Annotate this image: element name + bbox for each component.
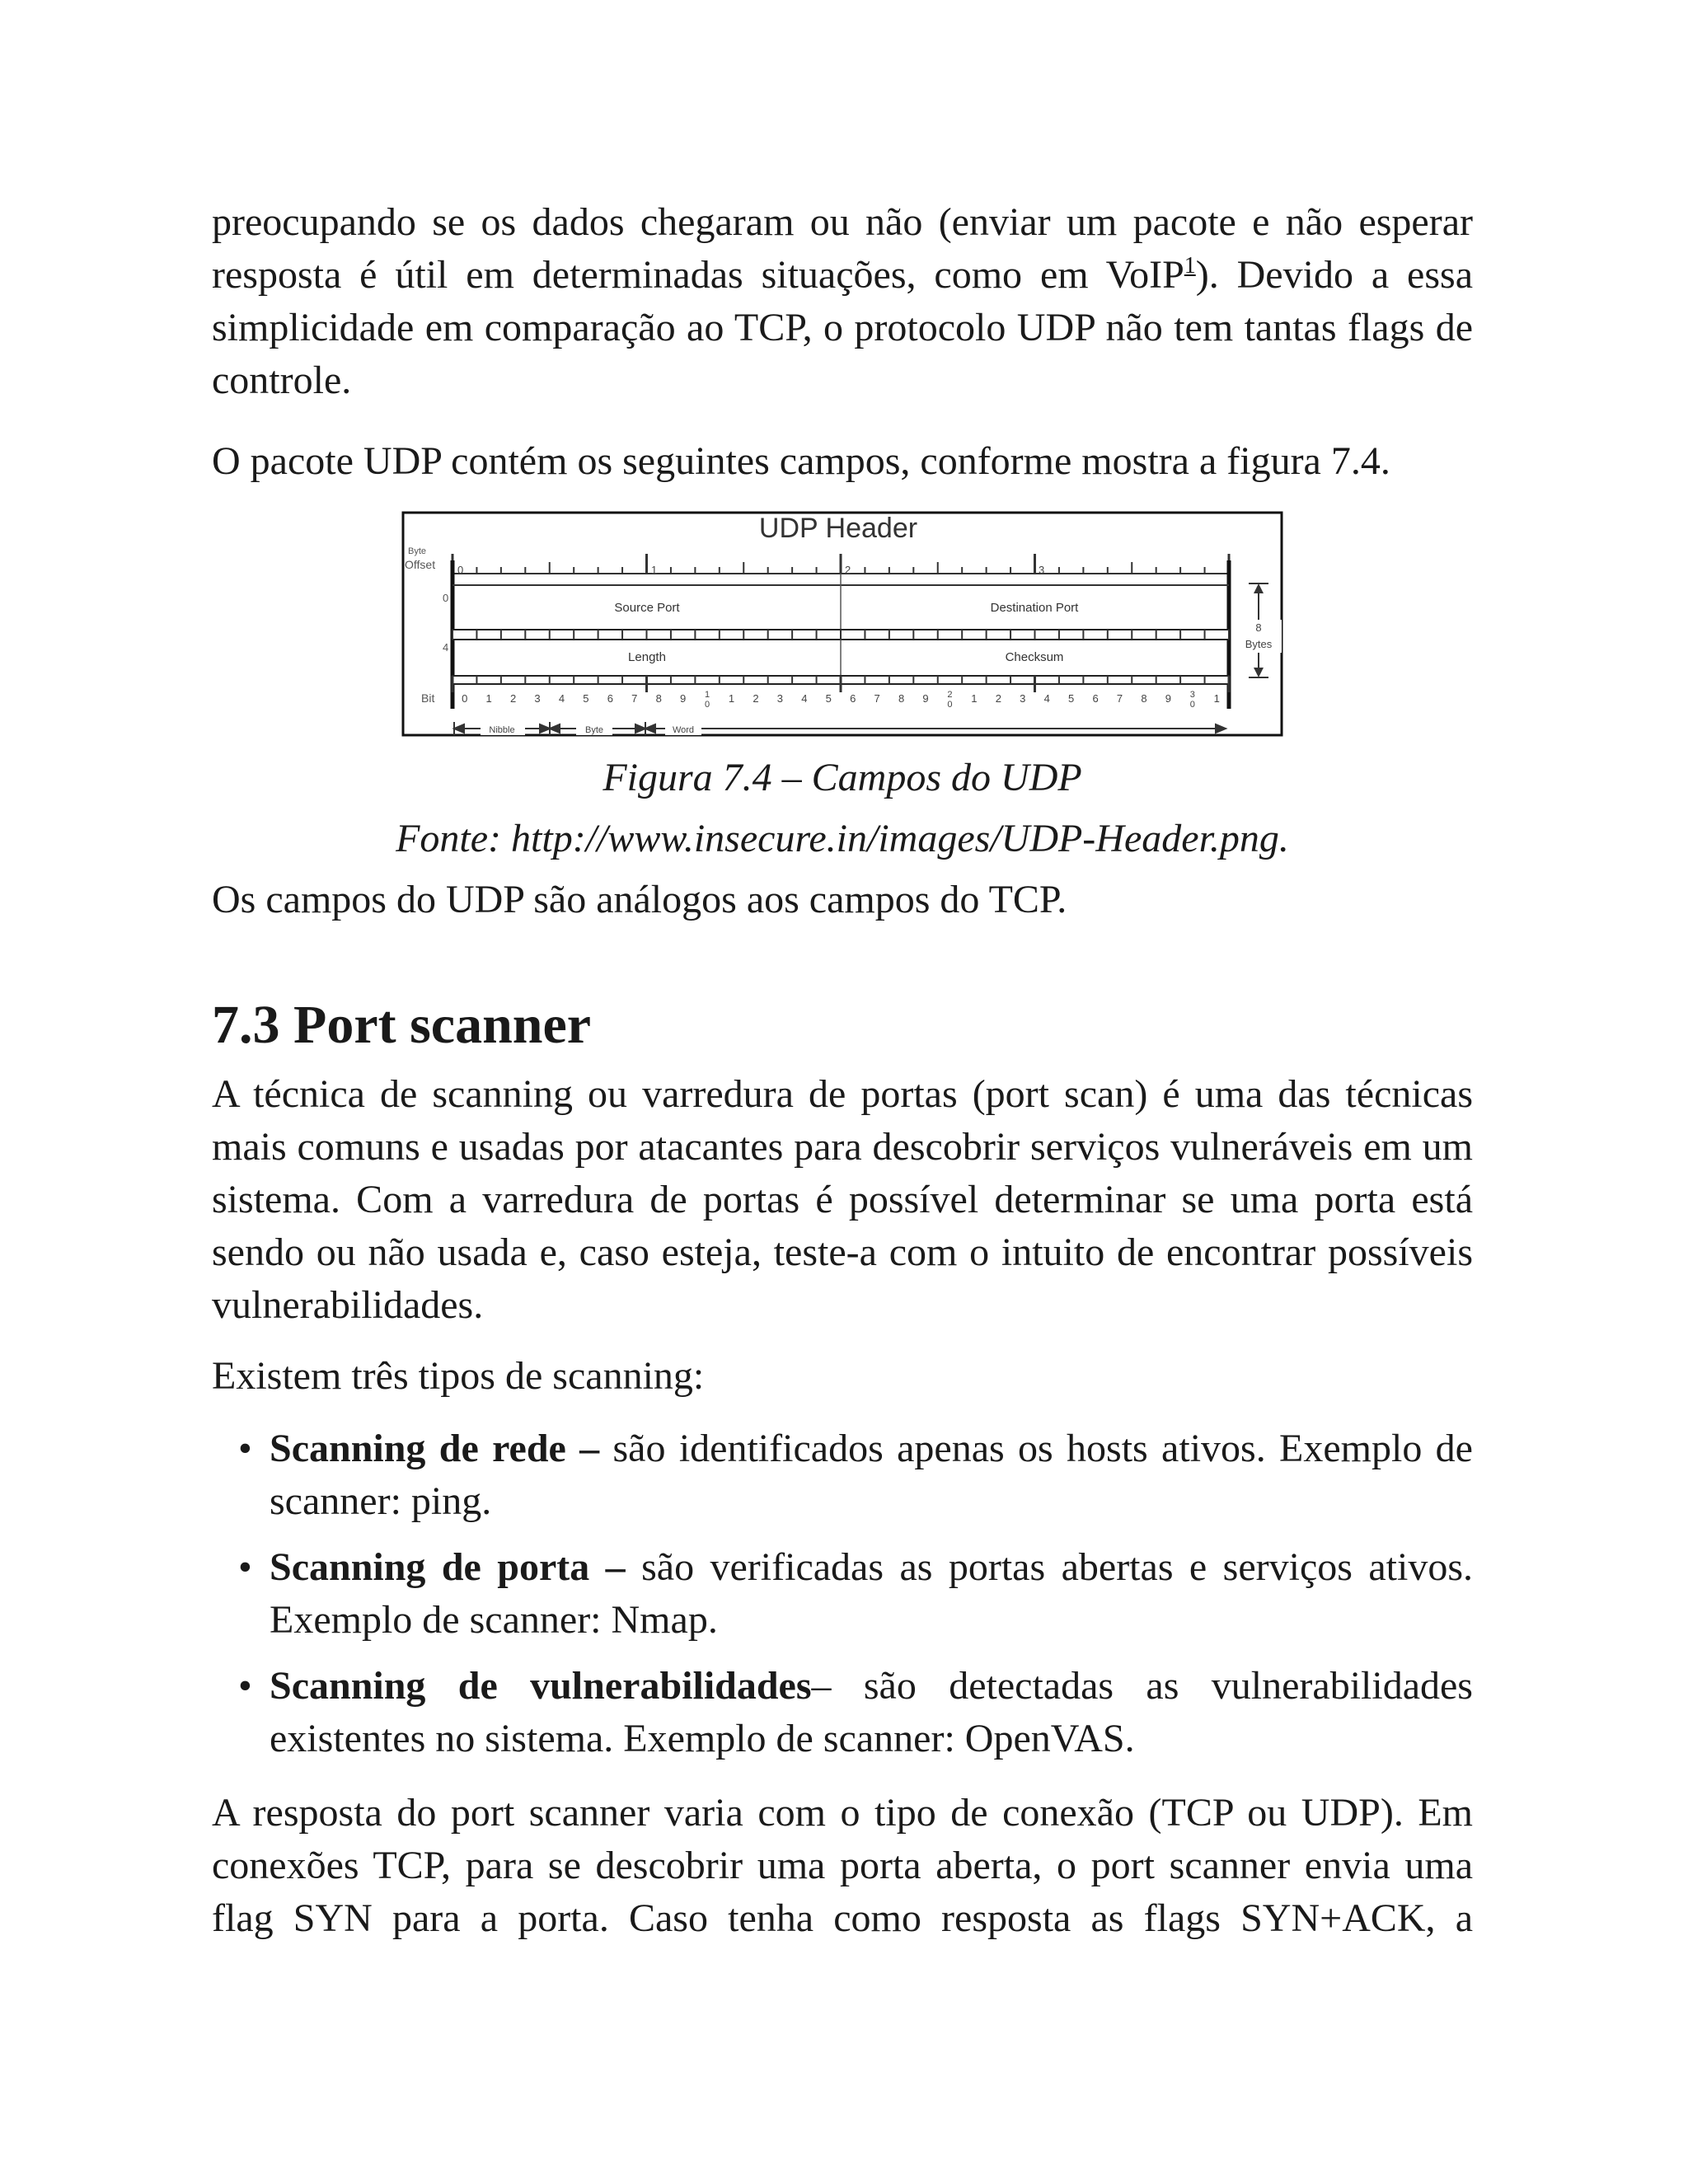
after-figure-paragraph: Os campos do UDP são análogos aos campos do TCP. <box>212 878 1067 921</box>
list-item <box>212 1422 1473 1528</box>
bit-number: 9 <box>680 692 687 705</box>
list-item-text: – são detectadas as vulnerabilidades existentes no sistema. Exemplo de scanner: OpenVAS. <box>270 1664 1473 1760</box>
bit-number: 3 <box>1189 690 1195 700</box>
bit-number: 1 <box>485 692 492 705</box>
bit-number: 9 <box>1165 692 1172 705</box>
intro-text-end: ). Devido a essa simplicidade em comparação ao TCP, o protocolo UDP não tem tantas flags de controle. <box>212 253 1473 402</box>
bit-number: 0 <box>462 692 468 705</box>
list-item-term: Scanning de rede – <box>270 1427 600 1470</box>
bit-number: 3 <box>534 692 541 705</box>
bit-number: 6 <box>850 692 856 705</box>
legend-nibble: Nibble <box>489 725 515 735</box>
bit-number: 0 <box>705 700 710 710</box>
size-number: 8 <box>1255 621 1262 634</box>
byte-number-1: 1 <box>651 564 658 576</box>
bit-number: 9 <box>922 692 929 705</box>
section-paragraph-2: Existem três tipos de scanning: <box>212 1354 705 1398</box>
bit-number: 5 <box>825 692 832 705</box>
udp-header-diagram <box>401 511 1283 737</box>
bit-number: 2 <box>509 692 517 705</box>
bit-number: 5 <box>583 692 589 705</box>
bit-number: 2 <box>947 690 953 700</box>
bullet-marker: • <box>238 1545 252 1589</box>
bullet-marker: • <box>238 1427 252 1470</box>
bit-number: 7 <box>1116 692 1123 705</box>
figure-caption: Figura 7.4 – Campos do UDP <box>603 756 1082 799</box>
figure-intro-paragraph: O pacote UDP contém os seguintes campos, conforme mostra a figura 7.4. <box>212 439 1390 483</box>
bit-number: 7 <box>874 692 880 705</box>
legend-byte: Byte <box>584 725 604 735</box>
footnote-marker[interactable]: 1 <box>1184 253 1196 279</box>
bit-number: 6 <box>1092 692 1099 705</box>
list-item <box>212 1660 1473 1765</box>
row0-offset: 0 <box>443 592 449 604</box>
udp-header-figure <box>401 511 1283 737</box>
scanning-types-list <box>212 1422 1473 1765</box>
byte-offset-label-line2: Offset <box>405 558 436 571</box>
bit-number: 3 <box>776 692 784 705</box>
field-destination-port: Destination Port <box>990 601 1079 615</box>
byte-number-0: 0 <box>457 564 464 576</box>
diagram-title: UDP Header <box>758 513 918 544</box>
bit-number: 1 <box>971 692 978 705</box>
bit-number: 8 <box>1141 692 1147 705</box>
byte-number-2: 2 <box>845 564 851 576</box>
bit-number: 0 <box>1189 700 1195 710</box>
bit-number: 7 <box>631 692 638 705</box>
bit-number: 1 <box>1213 692 1220 705</box>
list-item-term: Scanning de porta – <box>270 1545 626 1589</box>
bit-number: 8 <box>898 692 905 705</box>
list-item-term: Scanning de vulnerabilidades <box>270 1664 812 1708</box>
byte-number-3: 3 <box>1039 564 1045 576</box>
list-item <box>212 1541 1473 1647</box>
size-unit: Bytes <box>1245 638 1273 650</box>
bit-number: 1 <box>728 692 735 705</box>
bit-label: Bit <box>421 691 435 705</box>
bit-number: 2 <box>995 692 1001 705</box>
bit-number: 0 <box>947 700 953 710</box>
list-item-text: são verificadas as portas abertas e serviços ativos. Exemplo de scanner: Nmap. <box>270 1545 1474 1642</box>
figure-source: Fonte: http://www.insecure.in/images/UDP-Header.png. <box>396 817 1289 860</box>
section-paragraph-1: A técnica de scanning ou varredura de portas (port scan) é uma das técnicas mais comuns e usadas por atacantes para descobrir serviços vulneráveis em um sistema. Com a varredura de portas é possível determinar se uma porta está sendo ou não usada e, caso esteja, teste-a com o intuito de encontrar possíveis vulnerabilidades. <box>212 1072 1473 1327</box>
bit-number: 1 <box>705 690 710 700</box>
bullet-marker: • <box>238 1664 252 1708</box>
section-paragraph-3: A resposta do port scanner varia com o tipo de conexão (TCP ou UDP). Em conexões TCP, para se descobrir uma porta aberta, o port scanner envia uma flag SYN para a porta. Caso tenha como resposta as flags SYN+ACK, a <box>212 1791 1473 1940</box>
bit-number: 6 <box>607 692 613 705</box>
bit-number: 5 <box>1068 692 1075 705</box>
field-source-port: Source Port <box>614 601 680 615</box>
intro-text-start: preocupando se os dados chegaram ou não (enviar um pacote e não esperar resposta é útil em determinadas situações, como em VoIP <box>212 200 1473 297</box>
field-length: Length <box>628 650 666 664</box>
bit-number: 3 <box>1020 692 1026 705</box>
bit-number: 4 <box>558 692 565 705</box>
bit-number: 2 <box>753 692 759 705</box>
section-heading: 7.3 Port scanner <box>212 995 592 1055</box>
byte-offset-label-line1: Byte <box>408 546 427 556</box>
bit-number: 4 <box>801 692 808 705</box>
bit-number: 8 <box>655 692 662 705</box>
bit-number: 4 <box>1043 692 1050 705</box>
row1-offset: 4 <box>443 641 449 654</box>
field-checksum: Checksum <box>1005 650 1064 664</box>
list-item-text: são identificados apenas os hosts ativos. Exemplo de scanner: ping. <box>270 1427 1473 1523</box>
intro-paragraph <box>212 196 1473 407</box>
legend-word: Word <box>672 725 695 735</box>
